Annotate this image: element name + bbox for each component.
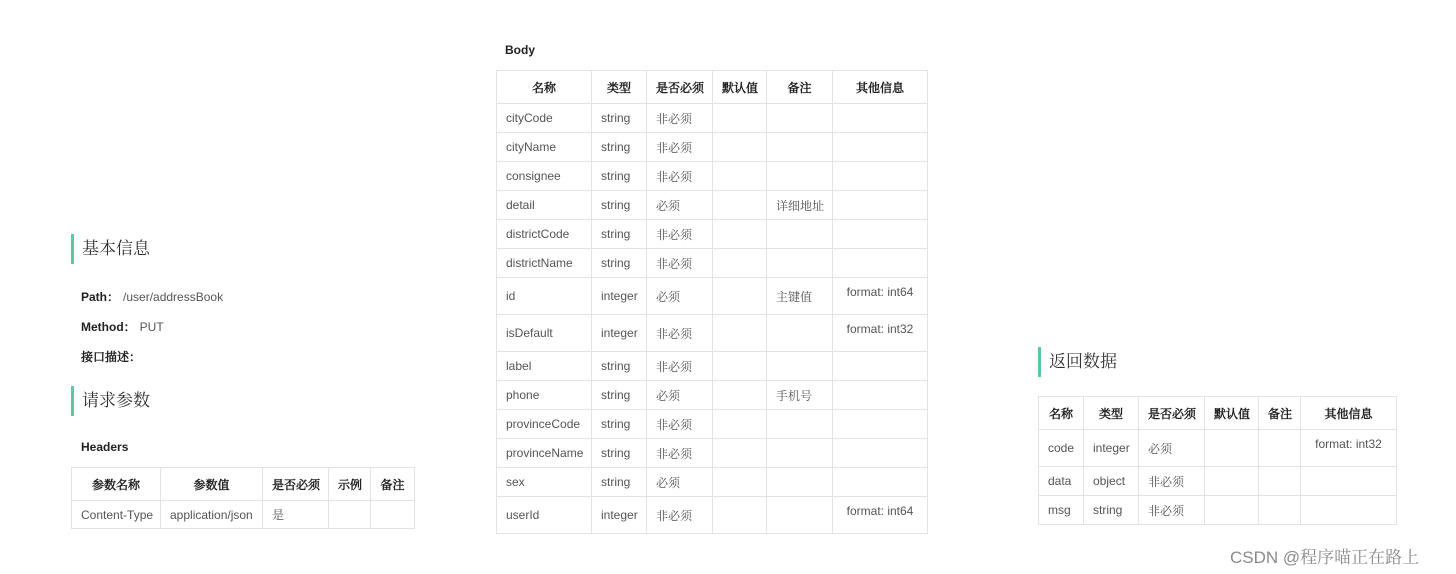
table-cell (1205, 467, 1259, 496)
table-cell: 非必须 (647, 439, 713, 468)
table-cell: 是 (263, 501, 329, 529)
table-cell: integer (592, 278, 647, 315)
table-cell: 非必须 (647, 162, 713, 191)
table-cell: string (592, 191, 647, 220)
table-cell (767, 439, 833, 468)
table-cell (1259, 467, 1301, 496)
table-cell: string (1084, 496, 1139, 525)
table-row (497, 104, 928, 133)
table-cell: districtName (497, 249, 592, 278)
table-cell: 必须 (647, 381, 713, 410)
column-header: 其他信息 (1301, 397, 1397, 430)
table-cell: 非必须 (647, 104, 713, 133)
table-cell (833, 220, 928, 249)
table-cell (833, 162, 928, 191)
watermark: CSDN @程序喵正在路上 (1230, 548, 1420, 567)
table-cell: phone (497, 381, 592, 410)
table-cell: 非必须 (647, 352, 713, 381)
table-cell: string (592, 249, 647, 278)
column-header: 名称 (497, 71, 592, 104)
table-cell: msg (1039, 496, 1084, 525)
column-header: 参数名称 (72, 468, 161, 501)
table-cell (713, 381, 767, 410)
headers-label: Headers (81, 440, 129, 454)
table-row (497, 439, 928, 468)
table-cell: cityCode (497, 104, 592, 133)
table-cell (767, 352, 833, 381)
table-cell (329, 501, 371, 529)
table-cell: integer (592, 497, 647, 534)
table-cell (833, 352, 928, 381)
table-cell: 非必须 (1139, 496, 1205, 525)
column-header: 备注 (371, 468, 415, 501)
headers-table (71, 467, 415, 529)
table-cell: label (497, 352, 592, 381)
section-title-response: 返回数据 (1038, 347, 1117, 377)
column-header: 类型 (592, 71, 647, 104)
table-cell: id (497, 278, 592, 315)
response-table-header (1039, 397, 1397, 430)
table-cell: string (592, 133, 647, 162)
table-row (497, 468, 928, 497)
column-header: 默认值 (713, 71, 767, 104)
table-cell: 非必须 (647, 497, 713, 534)
table-cell: 非必须 (647, 410, 713, 439)
method-label: Method： (81, 320, 136, 334)
table-row (497, 191, 928, 220)
table-row (497, 278, 928, 315)
table-cell (1301, 467, 1397, 496)
table-cell: districtCode (497, 220, 592, 249)
table-cell (767, 249, 833, 278)
section-title-request: 请求参数 (71, 386, 150, 416)
column-header: 参数值 (161, 468, 263, 501)
table-cell: string (592, 381, 647, 410)
table-cell: application/json (161, 501, 263, 529)
table-row (497, 315, 928, 352)
table-cell: string (592, 468, 647, 497)
table-cell (371, 501, 415, 529)
section-title-basic: 基本信息 (71, 234, 150, 264)
table-cell: format: int64 (833, 497, 928, 534)
path-row (81, 288, 223, 305)
table-cell: format: int32 (1301, 430, 1397, 467)
table-cell (713, 220, 767, 249)
headers-table-header (72, 468, 415, 501)
table-cell: consignee (497, 162, 592, 191)
table-cell (1259, 496, 1301, 525)
table-cell: isDefault (497, 315, 592, 352)
column-header: 备注 (767, 71, 833, 104)
path-value: /user/addressBook (123, 290, 224, 304)
table-cell: format: int32 (833, 315, 928, 352)
table-row (1039, 430, 1397, 467)
body-table-header (497, 71, 928, 104)
column-header: 是否必须 (1139, 397, 1205, 430)
table-cell (713, 133, 767, 162)
table-cell (767, 133, 833, 162)
desc-row (81, 348, 141, 365)
table-cell: format: int64 (833, 278, 928, 315)
column-header: 示例 (329, 468, 371, 501)
table-cell (713, 278, 767, 315)
column-header: 名称 (1039, 397, 1084, 430)
column-header: 其他信息 (833, 71, 928, 104)
table-cell: 必须 (647, 468, 713, 497)
body-table (496, 70, 928, 534)
body-label: Body (505, 43, 535, 57)
column-header: 备注 (1259, 397, 1301, 430)
table-cell: object (1084, 467, 1139, 496)
table-row (497, 133, 928, 162)
table-cell (833, 249, 928, 278)
table-cell: 非必须 (647, 249, 713, 278)
table-cell (767, 497, 833, 534)
table-cell (713, 410, 767, 439)
table-row (497, 497, 928, 534)
table-cell: 手机号 (767, 381, 833, 410)
table-row (1039, 467, 1397, 496)
column-header: 默认值 (1205, 397, 1259, 430)
table-cell: string (592, 439, 647, 468)
table-cell (713, 352, 767, 381)
table-cell (1259, 430, 1301, 467)
table-cell (713, 191, 767, 220)
table-cell: 必须 (647, 278, 713, 315)
table-cell: 非必须 (1139, 467, 1205, 496)
table-cell (713, 497, 767, 534)
table-cell (713, 439, 767, 468)
table-cell: cityName (497, 133, 592, 162)
table-row (497, 352, 928, 381)
table-cell (833, 104, 928, 133)
table-cell: 必须 (1139, 430, 1205, 467)
column-header: 是否必须 (647, 71, 713, 104)
column-header: 类型 (1084, 397, 1139, 430)
table-cell (767, 162, 833, 191)
table-cell (833, 133, 928, 162)
table-row (497, 162, 928, 191)
table-cell: string (592, 410, 647, 439)
table-cell (767, 315, 833, 352)
table-cell: code (1039, 430, 1084, 467)
table-cell (713, 315, 767, 352)
table-cell (713, 162, 767, 191)
table-cell: string (592, 352, 647, 381)
table-cell: 非必须 (647, 315, 713, 352)
column-header: 是否必须 (263, 468, 329, 501)
table-cell (713, 104, 767, 133)
table-cell: Content-Type (72, 501, 161, 529)
table-cell (833, 381, 928, 410)
table-cell: userId (497, 497, 592, 534)
table-cell (1301, 496, 1397, 525)
response-table (1038, 396, 1397, 525)
table-cell: 必须 (647, 191, 713, 220)
desc-label: 接口描述： (81, 350, 142, 364)
table-row (497, 220, 928, 249)
table-cell (767, 104, 833, 133)
table-cell (713, 249, 767, 278)
path-label: Path： (81, 290, 120, 304)
table-cell (833, 468, 928, 497)
table-row (497, 249, 928, 278)
table-cell (767, 410, 833, 439)
table-cell: sex (497, 468, 592, 497)
table-row (72, 501, 415, 529)
table-cell (833, 191, 928, 220)
table-cell (833, 439, 928, 468)
table-cell: integer (592, 315, 647, 352)
table-cell (767, 220, 833, 249)
table-row (1039, 496, 1397, 525)
table-cell (833, 410, 928, 439)
method-row (81, 318, 164, 335)
table-cell: provinceCode (497, 410, 592, 439)
method-value: PUT (139, 320, 164, 334)
table-row (497, 381, 928, 410)
table-cell: 主键值 (767, 278, 833, 315)
table-cell: 详细地址 (767, 191, 833, 220)
table-cell: string (592, 220, 647, 249)
table-cell (767, 468, 833, 497)
table-cell: 非必须 (647, 133, 713, 162)
table-cell: string (592, 162, 647, 191)
table-cell: integer (1084, 430, 1139, 467)
table-cell (1205, 496, 1259, 525)
table-cell: data (1039, 467, 1084, 496)
table-cell (1205, 430, 1259, 467)
table-cell: provinceName (497, 439, 592, 468)
table-cell: string (592, 104, 647, 133)
table-cell: detail (497, 191, 592, 220)
table-row (497, 410, 928, 439)
table-cell: 非必须 (647, 220, 713, 249)
table-cell (713, 468, 767, 497)
